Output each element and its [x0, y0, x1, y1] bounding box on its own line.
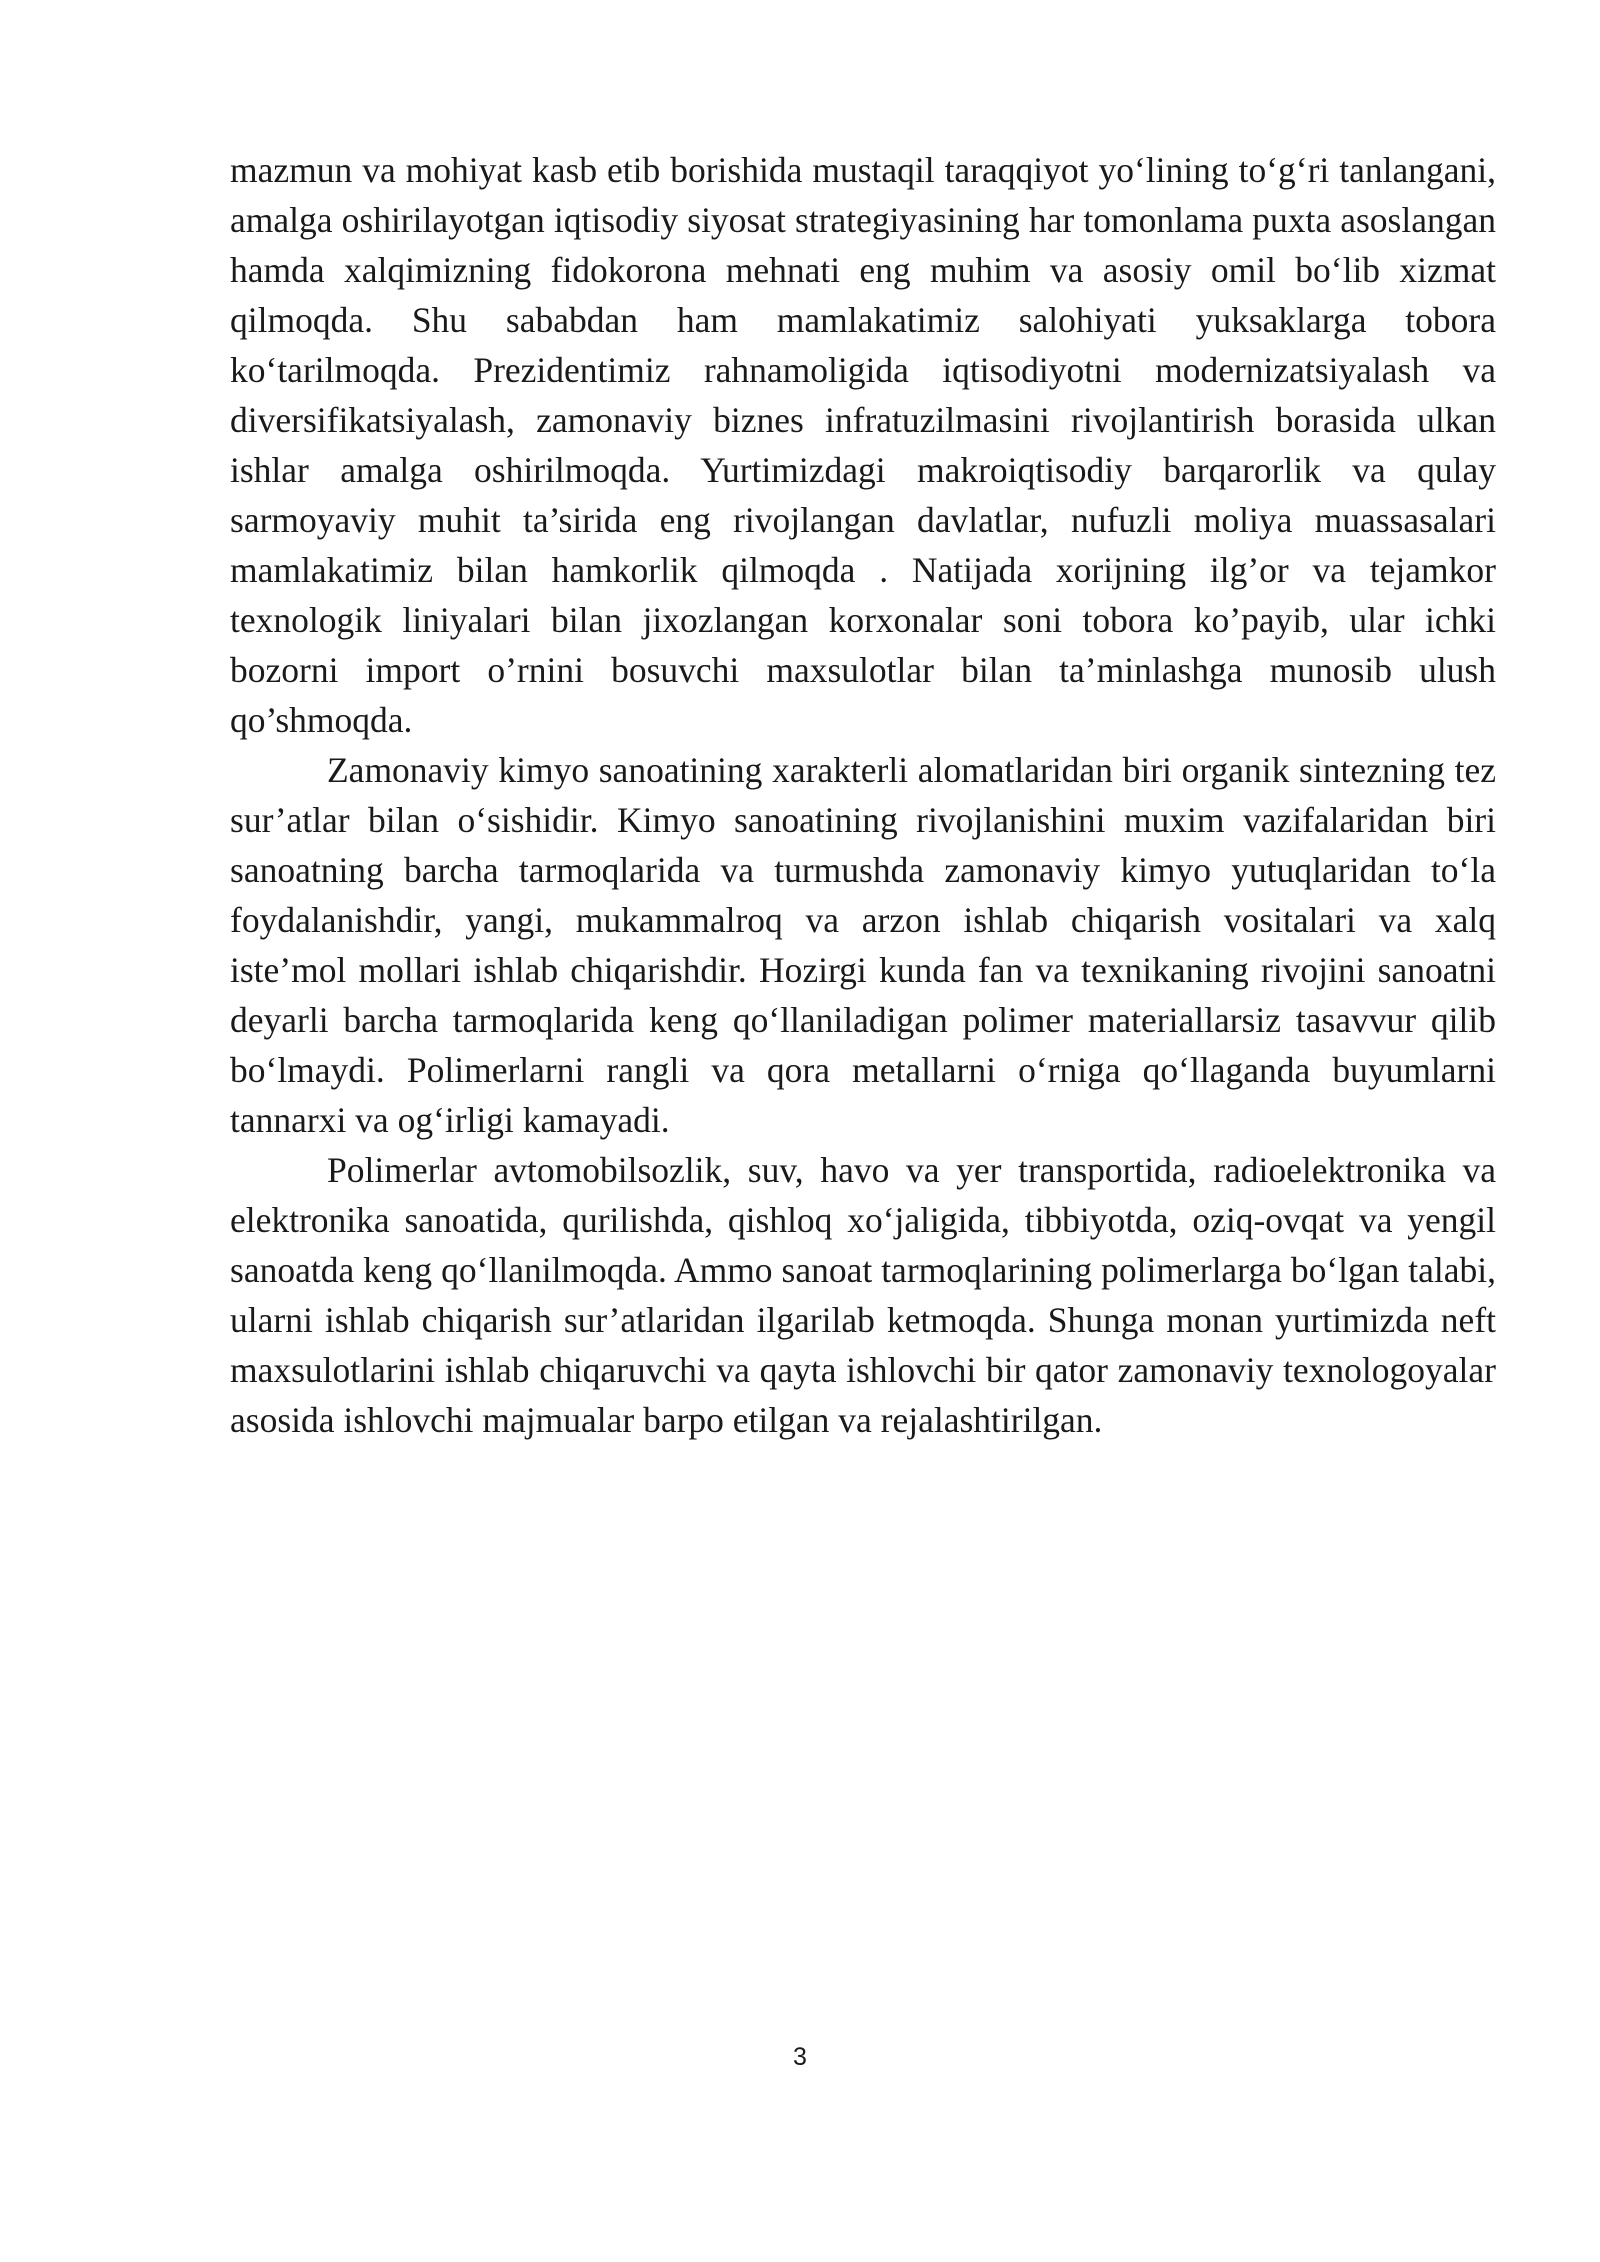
- page-number: 3: [793, 2043, 807, 2071]
- paragraph-continuation: mazmun va mohiyat kasb etib borishida mustaqil taraqqiyot yo‘lining to‘g‘ri tanlangani, amalga oshirilayotgan iqtisodiy siyosat strategiyasining har tomonlama puxta asoslangan hamda xalqimizning fidokorona mehnati eng muhim va asosiy omil bo‘lib xizmat qilmoqda. Shu sababdan ham mamlakatimiz salohiyati yuksaklarga tobora ko‘tarilmoqda. Prezidentimiz rahnamoligida iqtisodiyotni modernizatsiyalash va diversifikatsiyalash, zamonaviy biznes infratuzilmasini rivojlantirish borasida ulkan ishlar amalga oshirilmoqda. Yurtimizdagi makroiqtisodiy barqarorlik va qulay sarmoyaviy muhit ta’sirida eng rivojlangan davlatlar, nufuzli moliya muassasalari mamlakatimiz bilan hamkorlik qilmoqda . Natijada xorijning ilg’or va tejamkor texnologik liniyalari bilan jixozlangan korxonalar soni tobora ko’payib, ular ichki bozorni import o’rnini bosuvchi maxsulotlar bilan ta’minlashga munosib ulush qo’shmoqda.: [230, 150, 1496, 740]
- document-body: [230, 145, 1496, 1445]
- paragraph-polymers-usage: Polimerlar avtomobilsozlik, suv, havo va yer transportida, radioelektronika va elektronika sanoatida, qurilishda, qishloq xo‘jaligida, tibbiyotda, oziq-ovqat va yengil sanoatda keng qo‘llanilmoqda. Ammo sanoat tarmoqlarining polimerlarga bo‘lgan talabi, ularni ishlab chiqarish sur’atlaridan ilgarilab ketmoqda. Shunga monan yurtimizda neft maxsulotlarini ishlab chiqaruvchi va qayta ishlovchi bir qator zamonaviy texnologoyalar asosida ishlovchi majmualar barpo etilgan va rejalashtirilgan.: [230, 1150, 1496, 1440]
- paragraph-chemical-industry: Zamonaviy kimyo sanoatining xarakterli alomatlaridan biri organik sintezning tez sur’atlar bilan o‘sishidir. Kimyo sanoatining rivojlanishini muxim vazifalaridan biri sanoatning barcha tarmoqlarida va turmushda zamonaviy kimyo yutuqlaridan to‘la foydalanishdir, yangi, mukammalroq va arzon ishlab chiqarish vositalari va xalq iste’mol mollari ishlab chiqarishdir. Hozirgi kunda fan va texnikaning rivojini sanoatni deyarli barcha tarmoqlarida keng qo‘llaniladigan polimer materiallarsiz tasavvur qilib bo‘lmaydi. Polimerlarni rangli va qora metallarni o‘rniga qo‘llaganda buyumlarni tannarxi va og‘irligi kamayadi.: [230, 750, 1496, 1140]
